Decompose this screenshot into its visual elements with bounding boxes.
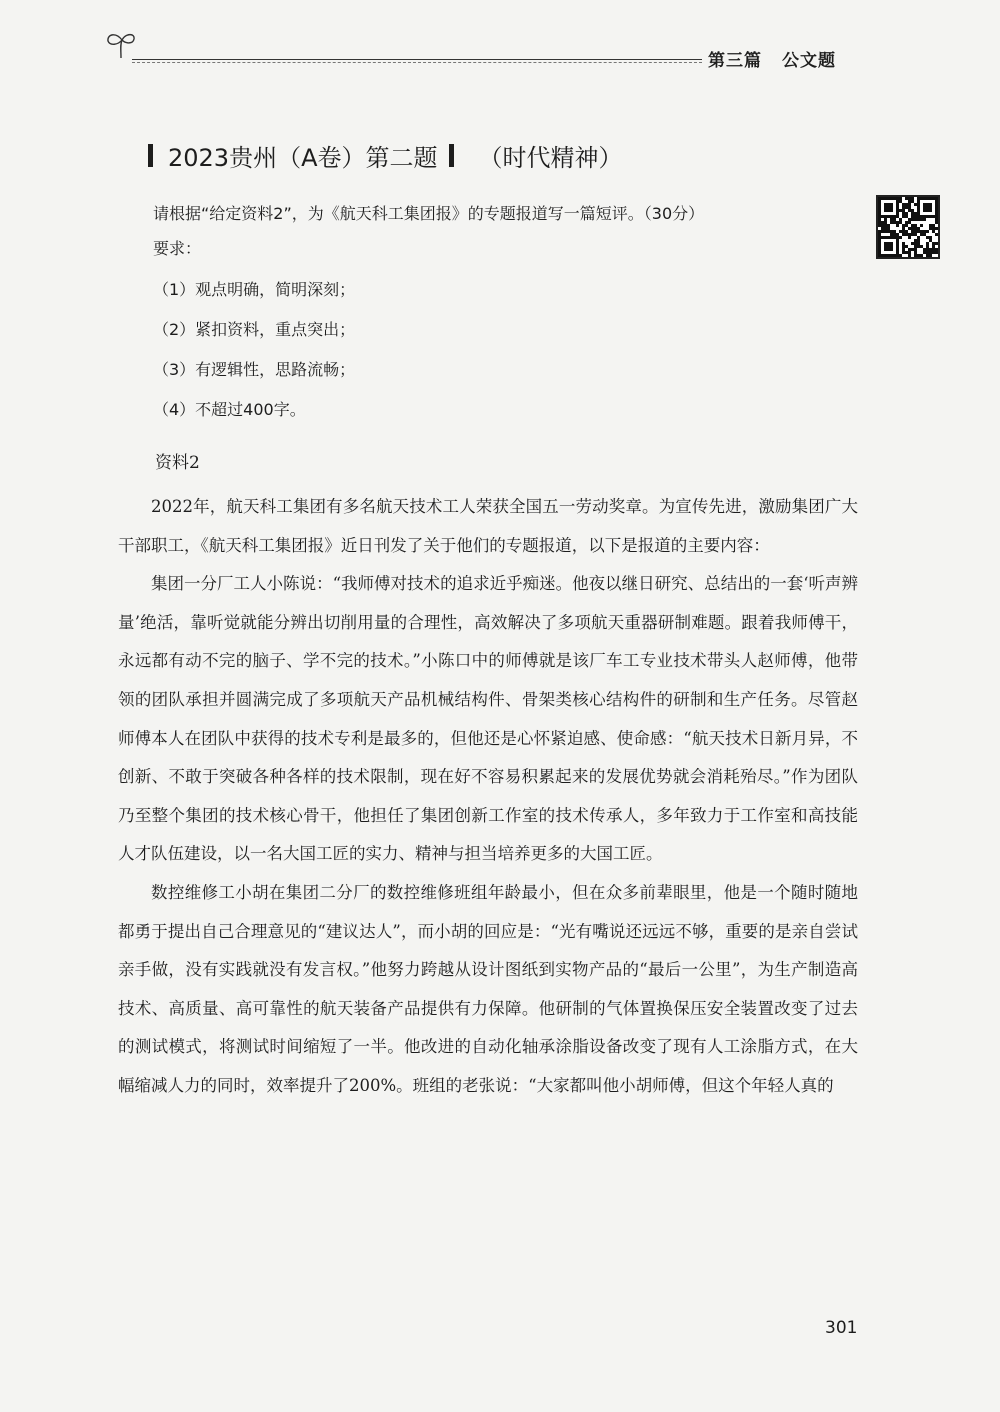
- title-bar-right: [449, 144, 454, 167]
- header-rule: [132, 59, 702, 60]
- qr-code: [876, 195, 940, 259]
- header-part: 第三篇: [708, 51, 762, 71]
- header-rule-dashed: [132, 62, 702, 63]
- material-paragraph: 集团一分厂工人小陈说：“我师傅对技术的追求近乎痴迷。他夜以继日研究、总结出的一套‘听声辨量’绝活，靠听觉就能分辨出切削用量的合理性，高效解决了多项航天重器研制难题。跟着我师傅干，永远都有动不完的脑子、学不完的技术。”小陈口中的师傅就是该厂车工专业技术带头人赵师傅，他带领的团队承担并圆满完成了多项航天产品机械结构件、骨架类核心结构件的研制和生产任务。尽管赵师傅本人在团队中获得的技术专利是最多的，但他还是心怀紧迫感、使命感：“航天技术日新月异，不创新、不敢于突破各种各样的技术限制，现在好不容易积累起来的发展优势就会消耗殆尽。”作为团队乃至整个集团的技术核心骨干，他担任了集团创新工作室的技术传承人，多年致力于工作室和高技能人才队伍建设，以一名大国工匠的实力、精神与担当培养更多的大国工匠。: [118, 574, 858, 864]
- requirement-item: （4）不超过400字。: [153, 400, 306, 419]
- question-block: [153, 196, 853, 430]
- title-main: 2023贵州（A卷）第二题: [168, 144, 438, 172]
- qr-code-pattern: [878, 197, 938, 257]
- requirements-label: 要求：: [153, 239, 202, 258]
- question-title: [148, 138, 623, 173]
- running-header: [708, 46, 836, 71]
- sprout-icon: [104, 28, 138, 62]
- header-section: 公文题: [782, 51, 836, 71]
- title-theme: （时代精神）: [478, 144, 623, 172]
- title-bar-left: [148, 144, 153, 167]
- requirement-item: （3）有逻辑性，思路流畅；: [153, 360, 356, 379]
- material-paragraph: 数控维修工小胡在集团二分厂的数控维修班组年龄最小，但在众多前辈眼里，他是一个随时随地都勇于提出自己合理意见的“建议达人”，而小胡的回应是：“光有嘴说还远远不够，重要的是亲自尝试亲手做，没有实践就没有发言权。”他努力跨越从设计图纸到实物产品的“最后一公里”，为生产制造高技术、高质量、高可靠性的航天装备产品提供有力保障。他研制的气体置换保压安全装置改变了过去的测试模式，将测试时间缩短了一半。他改进的自动化轴承涂脂设备改变了现有人工涂脂方式，在大幅缩减人力的同时，效率提升了200%。班组的老张说：“大家都叫他小胡师傅，但这个年轻人真的: [118, 882, 858, 1095]
- requirement-item: （2）紧扣资料，重点突出；: [153, 320, 356, 339]
- material-label: 资料2: [155, 453, 200, 473]
- requirement-item: （1）观点明确，简明深刻；: [153, 280, 356, 299]
- material-paragraph: 2022年，航天科工集团有多名航天技术工人荣获全国五一劳动奖章。为宣传先进，激励集团广大干部职工，《航天科工集团报》近日刊发了关于他们的专题报道，以下是报道的主要内容：: [118, 497, 858, 555]
- page-number: 301: [825, 1318, 858, 1338]
- question-prompt: 请根据“给定资料2”，为《航天科工集团报》的专题报道写一篇短评。（30分）: [153, 204, 705, 223]
- material-body: [118, 488, 858, 1106]
